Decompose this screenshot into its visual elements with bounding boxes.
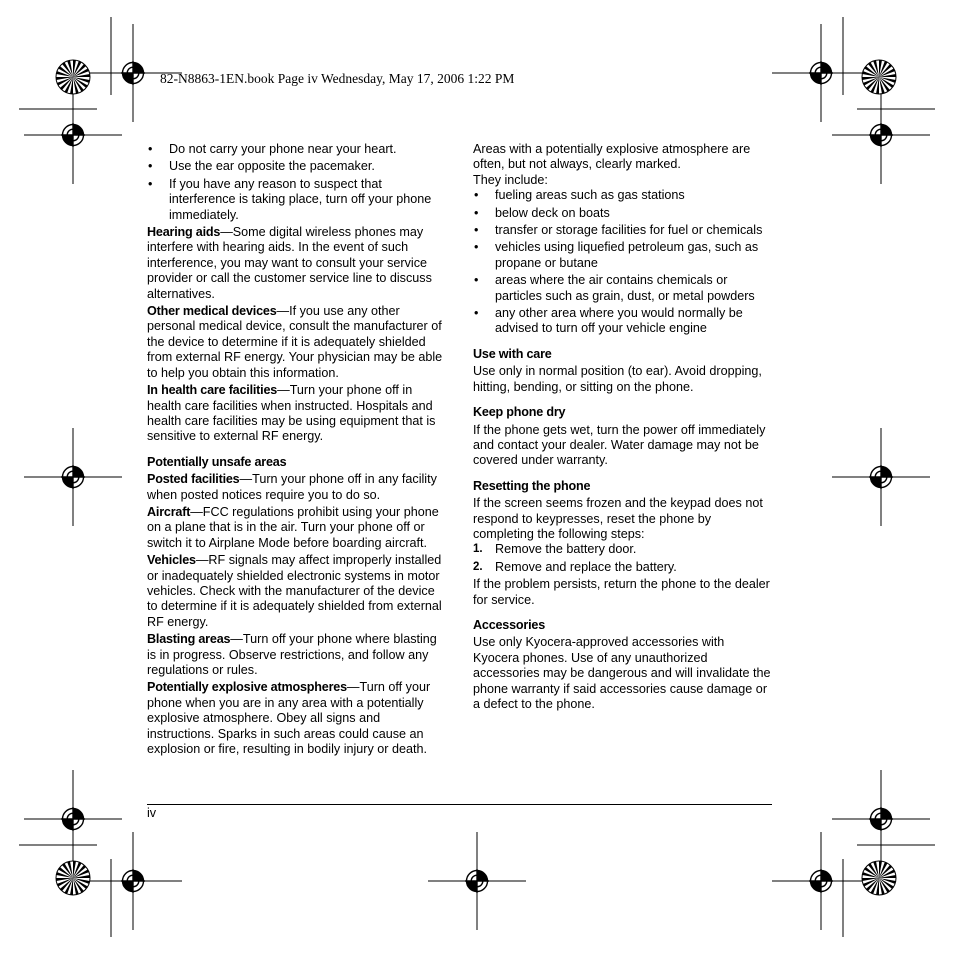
list-item: • any other area where you would normally be advised to turn off your vehicle engine xyxy=(473,306,773,337)
list-item: • areas where the air contains chemicals or particles such as grain, dust, or metal powders xyxy=(473,273,773,304)
posted-facilities-paragraph: Posted facilities—Turn your phone off in any facility when posted notices require you to do so. xyxy=(147,472,437,502)
explosive-intro: Areas with a potentially explosive atmosphere are often, but not always, clearly marked. xyxy=(473,142,751,172)
keep-phone-dry-text: If the phone gets wet, turn the power off immediately and contact your dealer. Water damage may not be covered under warranty. xyxy=(473,422,766,468)
star-target xyxy=(56,60,90,94)
registration-mark xyxy=(832,86,930,184)
registration-mark xyxy=(772,832,870,930)
registration-mark xyxy=(428,832,526,930)
pacemaker-list xyxy=(147,142,445,223)
unsafe-areas-heading: Potentially unsafe areas xyxy=(147,454,287,469)
registration-mark xyxy=(24,770,122,868)
star-target xyxy=(56,861,90,895)
list-item: • Do not carry your phone near your heart. xyxy=(147,142,445,157)
list-item: • If you have any reason to suspect that interference is taking place, turn off your phone immediately. xyxy=(147,177,445,223)
step-item: 2. Remove and replace the battery. xyxy=(473,559,677,574)
use-with-care-text: Use only in normal position (to ear). Avoid dropping, hitting, bending, or sitting on the phone. xyxy=(473,364,762,394)
they-include: They include: xyxy=(473,172,548,187)
registration-mark xyxy=(24,86,122,184)
blasting-paragraph: Blasting areas—Turn off your phone where blasting is in progress. Observe restrictions, and follow any regulations or rules. xyxy=(147,632,437,677)
list-item: • fueling areas such as gas stations xyxy=(473,188,773,203)
use-with-care-heading: Use with care xyxy=(473,346,552,361)
vehicles-paragraph: Vehicles—RF signals may affect improperly installed or inadequately shielded electronic systems in motor vehicles. Check with the manufacturer of the device to determine if it is adequately shielded from external RF energy. xyxy=(147,553,442,629)
accessories-text: Use only Kyocera-approved accessories with Kyocera phones. Use of any unauthorized accessories may be dangerous and will invalidate the phone warranty if said accessories cause damage or a defect to the phone. xyxy=(473,635,771,711)
aircraft-paragraph: Aircraft—FCC regulations prohibit using your phone on a plane that is in the air. Turn your phone off or switch it to Airplane Mode before boarding aircraft. xyxy=(147,504,439,550)
resetting-heading: Resetting the phone xyxy=(473,478,591,493)
registration-mark xyxy=(832,428,930,526)
health-care-paragraph: In health care facilities—Turn your phone off in health care facilities when instructed. Hospitals and health care facilities may be using equipment that is sensitive to external RF energy. xyxy=(147,383,436,444)
star-target xyxy=(862,861,896,895)
step-item: 1. Remove the battery door. xyxy=(473,542,637,557)
print-slug: 82-N8863-1EN.book Page iv Wednesday, May 17, 2006 1:22 PM xyxy=(160,71,515,86)
keep-phone-dry-heading: Keep phone dry xyxy=(473,405,566,420)
resetting-text: If the screen seems frozen and the keypad does not respond to keypresses, reset the phone by completing the following steps: xyxy=(473,496,763,541)
left-column xyxy=(147,142,445,757)
footer-rule xyxy=(147,804,772,805)
explosive-paragraph: Potentially explosive atmospheres—Turn off your phone when you are in any area with a potentially explosive atmosphere. Obey all signs and instructions. Sparks in such areas could cause an explosion or fire, resulting in bodily injury or death. xyxy=(147,680,431,757)
list-item: • below deck on boats xyxy=(473,206,773,221)
registration-mark xyxy=(24,428,122,526)
hearing-aids-paragraph: Hearing aids—Some digital wireless phones may interfere with hearing aids. In the event of such interference, you may want to consult your service provider or call the customer service line to discuss alternatives. xyxy=(147,225,432,301)
explosive-areas-list xyxy=(473,188,773,337)
other-medical-paragraph: Other medical devices—If you use any other personal medical device, consult the manufacturer of the device to determine if it is adequately shielded from external RF energy. Your physician may be able to help you obtain this information. xyxy=(147,304,443,380)
list-item: • Use the ear opposite the pacemaker. xyxy=(147,159,445,174)
list-item: • transfer or storage facilities for fuel or chemicals xyxy=(473,223,773,238)
list-item: • vehicles using liquefied petroleum gas, such as propane or butane xyxy=(473,240,773,271)
page-number: iv xyxy=(147,806,157,820)
accessories-heading: Accessories xyxy=(473,617,546,632)
star-target xyxy=(862,60,896,94)
right-column xyxy=(473,142,773,712)
reset-steps xyxy=(473,542,773,575)
registration-mark xyxy=(772,24,870,122)
registration-mark xyxy=(84,832,182,930)
registration-mark xyxy=(832,770,930,868)
resetting-after: If the problem persists, return the phone to the dealer for service. xyxy=(473,577,770,607)
